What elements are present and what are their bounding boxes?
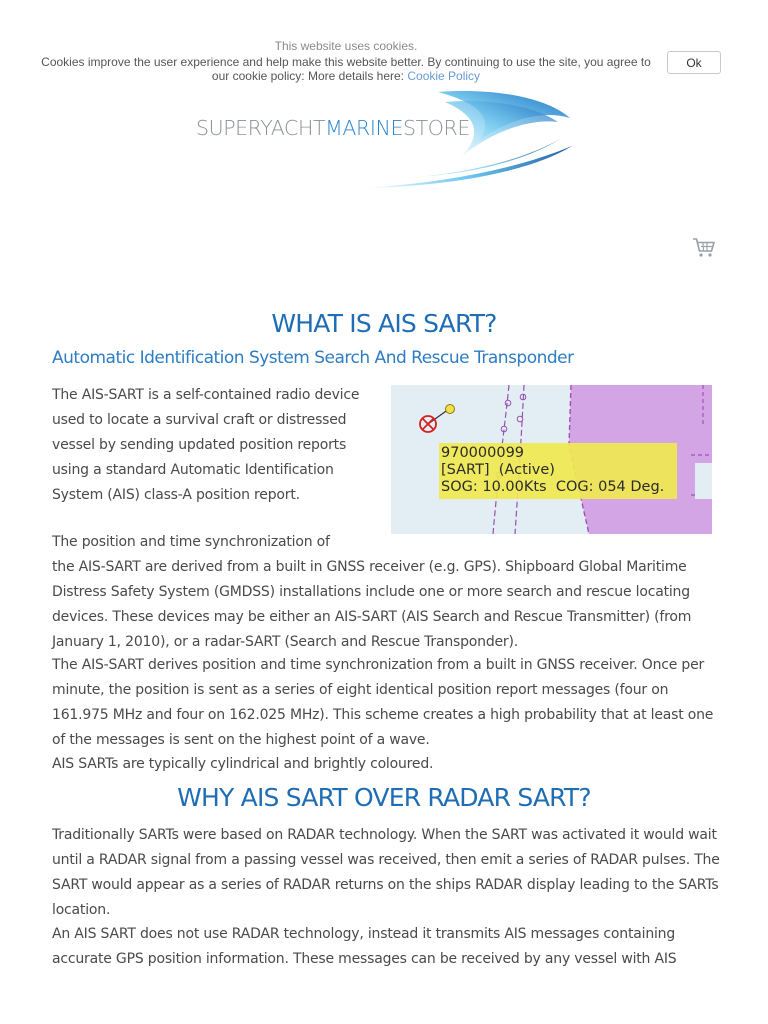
page-subtitle: Automatic Identification System Search And Rescue Transponder	[52, 348, 574, 368]
transmission-paragraph: The AIS-SART derives position and time synchronization from a built in GNSS receiver. Once per minute, the position is sent as a series of eight identical position report messages (four on 161.975 MHz and four on 162.025 MHz). This scheme creates a high probability that at least one of the messages is sent on the highest point of a wave.	[52, 657, 714, 748]
logo-text-store: STORE	[403, 116, 470, 140]
intro-paragraph: The AIS-SART is a self-contained radio device used to locate a survival craft or distressed vessel by sending updated position reports using a standard Automatic Identification System (AIS) class-A position report.	[52, 387, 360, 503]
shopping-cart-icon[interactable]	[692, 236, 716, 258]
appearance-paragraph: AIS SARTs are typically cylindrical and brightly coloured.	[52, 756, 434, 772]
page-title: WHAT IS AIS SART?	[271, 309, 497, 338]
ais-sart-paragraph: An AIS SART does not use RADAR technology, instead it transmits AIS messages containing accurate GPS position information. These messages can be received by any vessel with AIS	[52, 926, 677, 967]
cookie-title: This website uses cookies.	[274, 39, 418, 53]
radar-sart-paragraph: Traditionally SARTs were based on RADAR technology. When the SART was activated it would wait until a RADAR signal from a passing vessel was received, then emit a series of RADAR pulses. The SART would appear as a series of RADAR returns on the ships RADAR display leading to the SARTs location.	[52, 827, 720, 918]
cookie-text	[40, 55, 652, 83]
logo-wordmark	[196, 116, 470, 140]
cookie-ok-button[interactable]: Ok	[667, 51, 721, 74]
logo-text-marine: MARINE	[325, 116, 404, 140]
ais-chart-image	[391, 385, 712, 534]
section-title-why-ais: WHY AIS SART OVER RADAR SART?	[177, 783, 591, 812]
logo-swoosh-graphic	[190, 88, 575, 193]
cookie-bar	[0, 38, 768, 88]
cookie-policy-link[interactable]: Cookie Policy	[407, 69, 481, 83]
logo-text-superyacht: SUPERYACHT	[196, 116, 326, 140]
gnss-paragraph: The position and time synchronization of the AIS-SART are derived from a built in GNSS receiver (e.g. GPS). Shipboard Global Maritime Distress Safety System (GMDSS) installations include one or more search and rescue locating devices. These devices may be either an AIS-SART (AIS Search and Rescue Transmitter) (from January 1, 2010), or a radar-SART (Search and Rescue Transponder).	[52, 534, 692, 650]
site-logo[interactable]	[190, 88, 575, 193]
ais-target-label: 970000099 [SART] (Active) SOG: 10.00Kts COG: 054 Deg.	[439, 443, 677, 499]
cookie-message: Cookies improve the user experience and help make this website better. By continuing to use the site, you agree to our cookie policy: More details here:	[41, 55, 651, 83]
